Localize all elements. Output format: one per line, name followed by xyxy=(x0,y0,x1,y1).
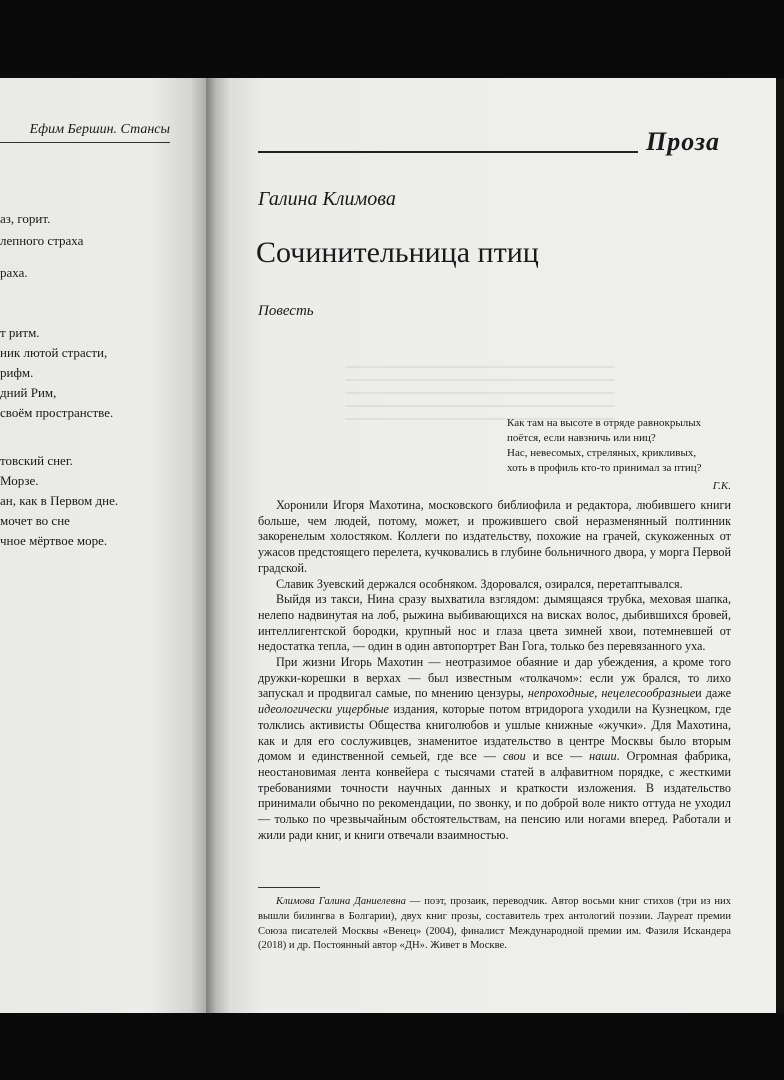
show-through xyxy=(345,366,615,422)
epigraph-line: Нас, невесомых, стреляных, крикливых, xyxy=(507,447,697,459)
epigraph-line: Как там на высоте в отряде равнокрылых xyxy=(507,417,702,429)
text-run: и даже xyxy=(695,686,731,701)
poem-line: аз, горит. xyxy=(0,211,51,226)
epigraph-line: хоть в профиль кто-то принимал за птиц? xyxy=(507,462,702,474)
poem-line: рифм. xyxy=(0,365,34,380)
poem-line: Морзе. xyxy=(0,473,39,488)
footnote-paragraph xyxy=(258,895,731,954)
footnote-author-name: Климова Галина Даниелевна xyxy=(276,896,406,907)
epigraph xyxy=(507,416,731,494)
poem-line: т ритм. xyxy=(0,325,40,340)
poem-line: ник лютой страсти, xyxy=(0,345,108,360)
text-run: . Огромная фабрика, неостановимая лента конвейера с тысячами статей в алфавитном порядке, с жесткими требованиями точности научных данных и краткости изложения. В издательство принимали обычно по рекомендации, по звонку, и по доброй воле никто оттуда не уходил — только по чрезвычайным обстоятельствам, на пенсию или ногами вперед. Работали и жили ради книг, и книги отвечали взаимностью. xyxy=(258,749,731,842)
epigraph-line: поётся, если навзничь или ниц? xyxy=(507,432,656,444)
poem-line: дний Рим, xyxy=(0,385,57,400)
poem-line: ан, как в Первом дне. xyxy=(0,493,119,508)
genre-label: Повесть xyxy=(258,303,314,319)
paragraph: Выйдя из такси, Нина сразу выхватила взглядом: дымящаяся трубка, меховая шапка, нелепо надвинутая на лоб, рыжина выбивающихся на висках волос, дыбившихся бровей, интеллигентской бородки, крупный нос и глаза цвета зимней хвои, потемневшей от недостатка тепла, — один в один автопортрет Ван Гога, только без перевязанного уха. xyxy=(258,592,731,654)
left-page xyxy=(0,78,212,1013)
poem-line: лепного страха xyxy=(0,233,84,248)
paragraph xyxy=(258,655,731,843)
emphasis: свои xyxy=(503,749,526,764)
poem-line: товский снег. xyxy=(0,453,73,468)
section-title: Проза xyxy=(646,127,721,156)
poem-line: мочет во сне xyxy=(0,513,70,528)
page-edge xyxy=(776,78,784,1013)
left-header-rule xyxy=(0,142,170,143)
story-title: Сочинительница птиц xyxy=(256,236,539,269)
paragraph: Хоронили Игоря Махотина, московского библиофила и редактора, любившего книги больше, чем людей, потому, может, и прожившего свой неразменянный полтинник закоренелым холостяком. Коллеги по издательству, похожие на грачей, скукоженных от ужасов предстоящего перелета, кучковались в глубине больничного двора, у морга Первой градской. xyxy=(258,498,731,575)
paragraph: Славик Зуевский держался особняком. Здоровался, озирался, перетаптывался. xyxy=(276,576,683,591)
emphasis: непроходные, нецелесообразные xyxy=(527,686,696,701)
footnote-rule xyxy=(258,887,320,888)
footnote-text: — поэт, прозаик, переводчик. Автор восьми книг стихов (три из них вышли билингва в Болгарии), двух книг прозы, составитель трех антологий поэзии. Лауреат премии Союза писателей Москвы «Венец» (2004), финалист Международной премии им. Фазиля Искандера (2018) и др. Постоянный автор «ДН». Живет в Москве. xyxy=(258,896,732,952)
text-run: и все — xyxy=(525,749,590,764)
text-run: При жизни Игорь Махотин — неотразимое обаяние и дар убеждения, а кроме того дружки-корешки в верхах — был известным «толкачом»: если уж брался, то лихо запускал и продвигал самые, по мнению цензуры, xyxy=(258,655,731,701)
emphasis: наши xyxy=(589,749,617,764)
left-page-header: Ефим Бершин. Стансы xyxy=(29,122,170,137)
section-rule xyxy=(258,151,638,153)
poem-line: своём пространстве. xyxy=(0,405,114,420)
poem-line: чное мёртвое море. xyxy=(0,533,108,548)
author-footnote xyxy=(258,895,731,954)
story-body xyxy=(258,498,731,843)
poem-line: раха. xyxy=(0,265,28,280)
author-name: Галина Климова xyxy=(258,188,396,210)
emphasis: идеологически ущербные xyxy=(258,702,389,717)
epigraph-signature: Г.К. xyxy=(712,480,731,492)
text-run: издания, которые потом втридорога уходили на Кузнецком, где толклись активисты Общества книголюбов и ушлые книжные «жучки». Для Махотина, как и для его сослуживцев, знаменитое издательство в центре Москвы было вторым домом и единственной семьей, где все — xyxy=(258,702,731,764)
